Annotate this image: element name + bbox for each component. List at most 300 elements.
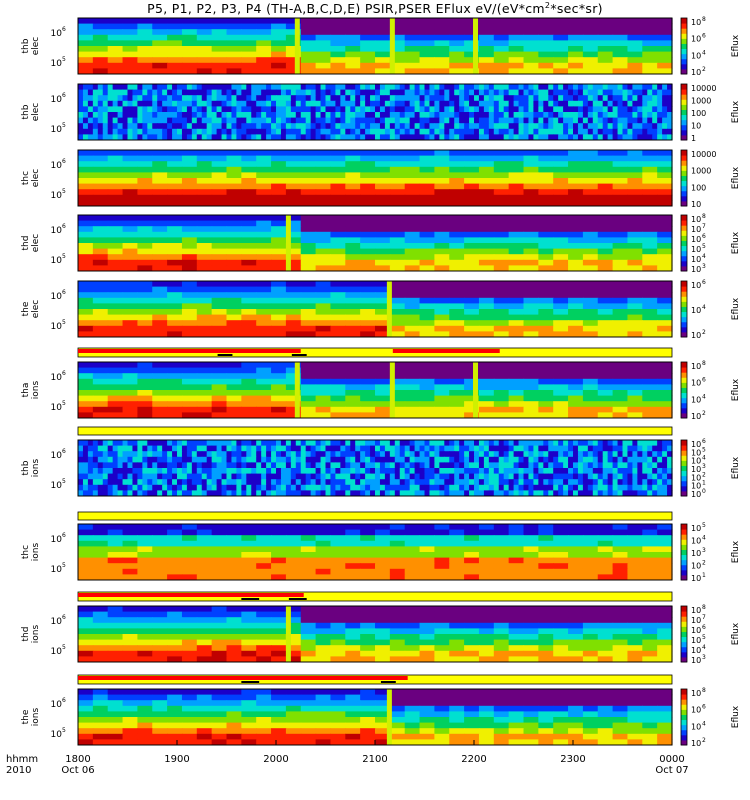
- heatmap-cell: [657, 368, 672, 374]
- heatmap-cell: [78, 249, 93, 255]
- heatmap-cell: [514, 129, 520, 135]
- heatmap-cell: [613, 315, 628, 321]
- heatmap-cell: [390, 298, 405, 304]
- heatmap-cell: [385, 95, 391, 101]
- heatmap-cell: [494, 57, 509, 63]
- data-gap-marker: [473, 18, 478, 74]
- heatmap-cell: [182, 129, 188, 135]
- heatmap-cell: [256, 24, 271, 30]
- heatmap-cell: [311, 101, 317, 107]
- heatmap-cell: [217, 112, 223, 118]
- heatmap-cell: [375, 237, 390, 243]
- heatmap-cell: [83, 129, 89, 135]
- heatmap-cell: [330, 558, 345, 564]
- heatmap-cell: [434, 106, 440, 112]
- heatmap-cell: [533, 123, 539, 129]
- heatmap-cell: [464, 215, 479, 221]
- heatmap-cell: [78, 189, 93, 195]
- heatmap-cell: [330, 384, 345, 390]
- heatmap-cell: [618, 446, 624, 452]
- heatmap-cell: [98, 123, 104, 129]
- heatmap-cell: [375, 535, 390, 541]
- colorbar-segment: [681, 296, 687, 302]
- heatmap-cell: [420, 407, 435, 413]
- heatmap-cell: [642, 326, 657, 332]
- heatmap-cell: [301, 396, 316, 402]
- heatmap-cell: [182, 260, 197, 266]
- heatmap-cell: [623, 106, 629, 112]
- colorbar-label: Eflux: [731, 456, 741, 480]
- heatmap-cell: [355, 457, 361, 463]
- heatmap-cell: [345, 315, 360, 321]
- heatmap-cell: [489, 84, 495, 90]
- heatmap-cell: [583, 457, 589, 463]
- heatmap-cell: [98, 90, 104, 96]
- heatmap-cell: [563, 90, 569, 96]
- heatmap-cell: [108, 326, 123, 332]
- heatmap-cell: [380, 84, 386, 90]
- heatmap-cell: [202, 485, 208, 491]
- heatmap-cell: [420, 457, 426, 463]
- heatmap-cell: [271, 446, 277, 452]
- heatmap-cell: [286, 112, 292, 118]
- heatmap-cell: [291, 118, 297, 124]
- heatmap-cell: [108, 90, 114, 96]
- heatmap-cell: [350, 451, 356, 457]
- heatmap-cell: [583, 569, 598, 575]
- heatmap-cell: [598, 315, 613, 321]
- heatmap-cell: [246, 118, 252, 124]
- heatmap-cell: [563, 95, 569, 101]
- heatmap-cell: [598, 292, 613, 298]
- heatmap-cell: [360, 167, 375, 173]
- heatmap-cell: [197, 541, 212, 547]
- heatmap-cell: [390, 95, 396, 101]
- heatmap-cell: [350, 118, 356, 124]
- heatmap-cell: [420, 315, 435, 321]
- heatmap-cell: [286, 552, 301, 558]
- heatmap-cell: [657, 118, 663, 124]
- heatmap-cell: [326, 118, 332, 124]
- heatmap-cell: [538, 446, 544, 452]
- heatmap-cell: [484, 485, 490, 491]
- heatmap-cell: [83, 462, 89, 468]
- heatmap-cell: [311, 95, 317, 101]
- heatmap-cell: [405, 95, 411, 101]
- heatmap-cell: [652, 485, 658, 491]
- heatmap-cell: [479, 106, 485, 112]
- heatmap-cell: [504, 95, 510, 101]
- heatmap-cell: [509, 221, 524, 227]
- heatmap-cell: [296, 95, 302, 101]
- heatmap-cell: [528, 485, 534, 491]
- heatmap-cell: [301, 309, 316, 315]
- heatmap-cell: [212, 112, 218, 118]
- heatmap-cell: [598, 479, 604, 485]
- heatmap-cell: [345, 401, 360, 407]
- heatmap-cell: [637, 84, 643, 90]
- heatmap-cell: [98, 457, 104, 463]
- heatmap-cell: [93, 118, 99, 124]
- heatmap-cell: [286, 172, 301, 178]
- heatmap-cell: [78, 468, 84, 474]
- colorbar-tick-label: 10: [691, 378, 702, 388]
- heatmap-cell: [152, 195, 167, 201]
- heatmap-cell: [454, 95, 460, 101]
- heatmap-cell: [598, 112, 604, 118]
- heatmap-cell: [330, 451, 336, 457]
- heatmap-cell: [627, 237, 642, 243]
- heatmap-cell: [538, 106, 544, 112]
- heatmap-cell: [410, 451, 416, 457]
- heatmap-cell: [286, 281, 301, 287]
- heatmap-cell: [642, 552, 657, 558]
- heatmap-cell: [627, 29, 642, 35]
- y-tick-exponent: 6: [62, 92, 66, 99]
- heatmap-cell: [598, 457, 604, 463]
- heatmap-cell: [167, 303, 182, 309]
- heatmap-cell: [543, 462, 549, 468]
- heatmap-cell: [479, 195, 494, 201]
- y-tick-label: 10: [50, 59, 62, 69]
- heatmap-cell: [464, 150, 479, 156]
- heatmap-cell: [504, 129, 510, 135]
- heatmap-cell: [157, 129, 163, 135]
- heatmap-cell: [227, 112, 233, 118]
- heatmap-cell: [340, 118, 346, 124]
- heatmap-cell: [420, 101, 426, 107]
- heatmap-cell: [167, 373, 182, 379]
- heatmap-cell: [598, 298, 613, 304]
- heatmap-cell: [137, 226, 152, 232]
- heatmap-cell: [187, 106, 193, 112]
- heatmap-cell: [286, 541, 301, 547]
- heatmap-cell: [137, 401, 152, 407]
- heatmap-cell: [405, 309, 420, 315]
- heatmap-cell: [182, 326, 197, 332]
- heatmap-cell: [469, 129, 475, 135]
- heatmap-cell: [93, 457, 99, 463]
- colorbar-tick-label: 10: [691, 51, 702, 61]
- heatmap-cell: [405, 558, 420, 564]
- heatmap-cell: [212, 189, 227, 195]
- heatmap-cell: [494, 18, 509, 24]
- heatmap-cell: [251, 84, 257, 90]
- heatmap-cell: [286, 558, 301, 564]
- heatmap-cell: [568, 457, 574, 463]
- heatmap-cell: [504, 90, 510, 96]
- heatmap-cell: [123, 52, 138, 58]
- heatmap-cell: [182, 287, 197, 293]
- heatmap-cell: [360, 123, 366, 129]
- heatmap-cell: [192, 474, 198, 480]
- heatmap-cell: [340, 468, 346, 474]
- heatmap-cell: [405, 396, 420, 402]
- heatmap-cell: [335, 95, 341, 101]
- heatmap-cell: [227, 101, 233, 107]
- heatmap-cell: [207, 485, 213, 491]
- colorbar-tick-label: 100: [691, 109, 707, 118]
- heatmap-cell: [330, 129, 336, 135]
- heatmap-cell: [444, 440, 450, 446]
- heatmap-cell: [405, 195, 420, 201]
- y-tick-label: 10: [50, 481, 62, 491]
- heatmap-cell: [662, 462, 668, 468]
- heatmap-cell: [449, 260, 464, 266]
- heatmap-cell: [459, 468, 465, 474]
- heatmap-cell: [390, 260, 405, 266]
- heatmap-cell: [627, 373, 642, 379]
- heatmap-cell: [137, 396, 152, 402]
- heatmap-cell: [583, 112, 589, 118]
- heatmap-cell: [380, 485, 386, 491]
- heatmap-cell: [93, 84, 99, 90]
- heatmap-cell: [632, 474, 638, 480]
- heatmap-cell: [137, 362, 152, 368]
- heatmap-cell: [306, 451, 312, 457]
- heatmap-cell: [241, 362, 256, 368]
- heatmap-cell: [137, 457, 143, 463]
- heatmap-cell: [108, 379, 123, 385]
- colorbar-segment: [681, 367, 687, 373]
- heatmap-cell: [464, 462, 470, 468]
- heatmap-cell: [108, 309, 123, 315]
- heatmap-cell: [212, 479, 218, 485]
- heatmap-cell: [330, 249, 345, 255]
- heatmap-cell: [142, 84, 148, 90]
- heatmap-cell: [88, 462, 94, 468]
- heatmap-cell: [147, 95, 153, 101]
- heatmap-cell: [227, 237, 242, 243]
- heatmap-cell: [123, 440, 129, 446]
- heatmap-cell: [118, 90, 124, 96]
- heatmap-cell: [93, 90, 99, 96]
- heatmap-cell: [137, 63, 152, 69]
- heatmap-cell: [479, 546, 494, 552]
- heatmap-cell: [603, 106, 609, 112]
- heatmap-cell: [137, 315, 152, 321]
- heatmap-cell: [524, 249, 539, 255]
- heatmap-cell: [182, 440, 188, 446]
- heatmap-cell: [553, 52, 568, 58]
- heatmap-cell: [410, 440, 416, 446]
- heatmap-cell: [182, 118, 188, 124]
- heatmap-cell: [350, 90, 356, 96]
- heatmap-cell: [93, 485, 99, 491]
- heatmap-cell: [514, 440, 520, 446]
- heatmap-cell: [182, 530, 197, 536]
- heatmap-cell: [420, 396, 435, 402]
- heatmap-cell: [167, 368, 182, 374]
- heatmap-cell: [410, 485, 416, 491]
- colorbar-segment: [681, 251, 687, 257]
- heatmap-cell: [177, 468, 183, 474]
- heatmap-cell: [301, 106, 307, 112]
- heatmap-cell: [390, 254, 405, 260]
- heatmap-cell: [553, 474, 559, 480]
- heatmap-cell: [187, 90, 193, 96]
- heatmap-cell: [375, 57, 390, 63]
- heatmap-cell: [494, 40, 509, 46]
- heatmap-cell: [311, 112, 317, 118]
- heatmap-cell: [167, 362, 182, 368]
- heatmap-cell: [197, 451, 203, 457]
- heatmap-cell: [350, 112, 356, 118]
- heatmap-cell: [464, 552, 479, 558]
- heatmap-cell: [330, 541, 345, 547]
- heatmap-cell: [137, 287, 152, 293]
- heatmap-cell: [598, 368, 613, 374]
- heatmap-cell: [78, 29, 93, 35]
- heatmap-cell: [395, 123, 401, 129]
- heatmap-cell: [434, 232, 449, 238]
- heatmap-cell: [434, 303, 449, 309]
- heatmap-cell: [662, 123, 668, 129]
- heatmap-cell: [647, 112, 653, 118]
- heatmap-cell: [108, 396, 123, 402]
- heatmap-cell: [444, 106, 450, 112]
- colorbar-segment: [681, 322, 687, 328]
- heatmap-cell: [256, 150, 271, 156]
- heatmap-cell: [524, 563, 539, 569]
- heatmap-cell: [598, 260, 613, 266]
- heatmap-cell: [553, 167, 568, 173]
- heatmap-cell: [256, 298, 271, 304]
- heatmap-cell: [197, 172, 212, 178]
- heatmap-cell: [583, 315, 598, 321]
- heatmap-cell: [390, 292, 405, 298]
- heatmap-cell: [167, 189, 182, 195]
- heatmap-cell: [598, 40, 613, 46]
- heatmap-cell: [474, 101, 480, 107]
- heatmap-cell: [326, 129, 332, 135]
- heatmap-cell: [657, 243, 672, 249]
- heatmap-cell: [137, 379, 152, 385]
- heatmap-cell: [647, 451, 653, 457]
- heatmap-cell: [598, 401, 613, 407]
- heatmap-cell: [202, 129, 208, 135]
- heatmap-cell: [197, 243, 212, 249]
- heatmap-cell: [479, 407, 494, 413]
- heatmap-cell: [128, 95, 134, 101]
- heatmap-cell: [167, 29, 182, 35]
- heatmap-cell: [326, 112, 332, 118]
- heatmap-cell: [286, 156, 301, 162]
- heatmap-cell: [405, 368, 420, 374]
- heatmap-cell: [583, 29, 598, 35]
- heatmap-cell: [276, 95, 282, 101]
- heatmap-cell: [613, 303, 628, 309]
- heatmap-cell: [613, 479, 619, 485]
- heatmap-cell: [613, 161, 628, 167]
- heatmap-cell: [103, 440, 109, 446]
- heatmap-cell: [236, 468, 242, 474]
- heatmap-cell: [142, 112, 148, 118]
- heatmap-cell: [434, 315, 449, 321]
- heatmap-cell: [108, 407, 123, 413]
- heatmap-cell: [360, 390, 375, 396]
- heatmap-cell: [123, 184, 138, 190]
- heatmap-cell: [449, 57, 464, 63]
- heatmap-cell: [543, 485, 549, 491]
- heatmap-cell: [182, 40, 197, 46]
- heatmap-cell: [137, 485, 143, 491]
- heatmap-cell: [390, 541, 405, 547]
- heatmap-cell: [88, 84, 94, 90]
- heatmap-cell: [509, 373, 524, 379]
- heatmap-cell: [434, 260, 449, 266]
- heatmap-cell: [167, 52, 182, 58]
- heatmap-cell: [420, 129, 426, 135]
- y-tick-exponent: 5: [62, 56, 66, 63]
- heatmap-cell: [360, 298, 375, 304]
- heatmap-cell: [187, 95, 193, 101]
- heatmap-cell: [494, 303, 509, 309]
- heatmap-cell: [598, 215, 613, 221]
- heatmap-cell: [301, 524, 316, 530]
- panel-ylabel-probe: thb: [21, 104, 31, 120]
- heatmap-cell: [93, 326, 108, 332]
- heatmap-cell: [652, 451, 658, 457]
- heatmap-cell: [583, 535, 598, 541]
- heatmap-cell: [370, 485, 376, 491]
- heatmap-cell: [583, 178, 598, 184]
- heatmap-cell: [380, 451, 386, 457]
- heatmap-cell: [652, 474, 658, 480]
- heatmap-cell: [543, 84, 549, 90]
- heatmap-cell: [494, 407, 509, 413]
- heatmap-cell: [573, 84, 579, 90]
- heatmap-cell: [202, 440, 208, 446]
- heatmap-cell: [509, 90, 515, 96]
- heatmap-cell: [543, 468, 549, 474]
- heatmap-cell: [345, 101, 351, 107]
- heatmap-cell: [316, 315, 331, 321]
- heatmap-cell: [83, 90, 89, 96]
- heatmap-cell: [509, 287, 524, 293]
- heatmap-cell: [365, 106, 371, 112]
- heatmap-cell: [123, 462, 129, 468]
- heatmap-cell: [509, 226, 524, 232]
- colorbar-label: Eflux: [731, 34, 741, 58]
- heatmap-cell: [256, 546, 271, 552]
- heatmap-cell: [167, 563, 182, 569]
- heatmap-cell: [395, 457, 401, 463]
- heatmap-cell: [454, 457, 460, 463]
- heatmap-cell: [241, 101, 247, 107]
- heatmap-cell: [271, 118, 277, 124]
- heatmap-cell: [241, 123, 247, 129]
- heatmap-cell: [182, 156, 197, 162]
- heatmap-cell: [78, 40, 93, 46]
- heatmap-cell: [380, 474, 386, 480]
- heatmap-cell: [78, 440, 84, 446]
- heatmap-cell: [395, 101, 401, 107]
- heatmap-cell: [464, 320, 479, 326]
- heatmap-cell: [88, 101, 94, 107]
- heatmap-cell: [227, 524, 242, 530]
- heatmap-cell: [241, 563, 256, 569]
- heatmap-cell: [434, 320, 449, 326]
- heatmap-cell: [538, 479, 544, 485]
- heatmap-cell: [123, 390, 138, 396]
- heatmap-cell: [162, 118, 168, 124]
- heatmap-cell: [657, 29, 672, 35]
- heatmap-cell: [108, 440, 114, 446]
- heatmap-cell: [627, 184, 642, 190]
- heatmap-cell: [528, 474, 534, 480]
- heatmap-cell: [583, 167, 598, 173]
